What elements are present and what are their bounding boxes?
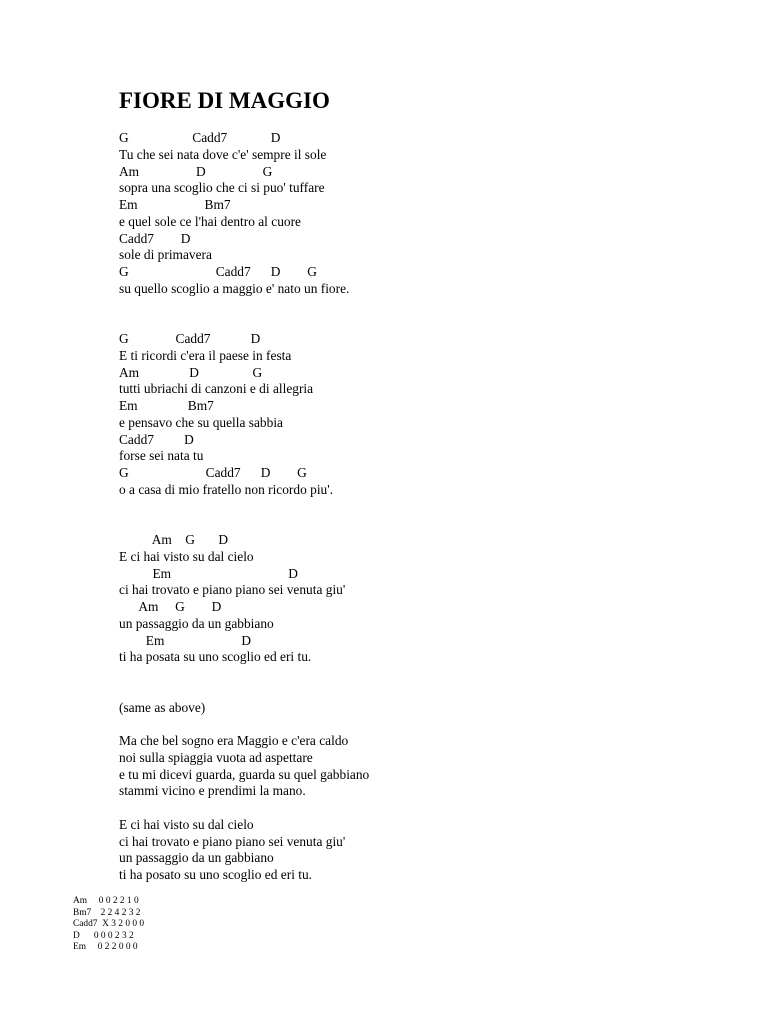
chord-fingering-table: Am 0 0 2 2 1 0 Bm7 2 2 4 2 3 2 Cadd7 X 3 2 0 0 0 D 0 0 0 2 3 2 Em 0 2 2 0 0 0 — [73, 896, 145, 952]
lyrics-with-chords: G Cadd7 D Tu che sei nata dove c'e' sempre il sole Am D G sopra una scoglio che ci si puo' tuffare Em Bm7 e quel sole ce l'hai dentro al cuore Cadd7 D sole di primavera G Cadd7 D G su quello scoglio a maggio e' nato un fiore. G Cadd7 D E ti ricordi c'era il paese in festa Am D G tutti ubriachi di canzoni e di allegria Em Bm7 e pensavo che su quella sabbia Cadd7 D forse sei nata tu G Cadd7 D G o a casa di mio fratello non ricordo piu'. Am G D E ci hai visto su dal cielo Em D ci hai trovato e piano piano sei venuta giu' Am G D un passaggio da un gabbiano Em D ti ha posata su uno scoglio ed eri tu. (same as above) Ma che bel sogno era Maggio e c'era caldo noi sulla spiaggia vuota ad aspettare e tu mi dicevi guarda, guarda su quel gabbiano stammi vicino e prendimi la mano. E ci hai visto su dal cielo ci hai trovato e piano piano sei venuta giu' un passaggio da un gabbiano ti ha posato su uno scoglio ed eri tu. — [119, 130, 370, 882]
song-title: FIORE DI MAGGIO — [119, 88, 330, 113]
